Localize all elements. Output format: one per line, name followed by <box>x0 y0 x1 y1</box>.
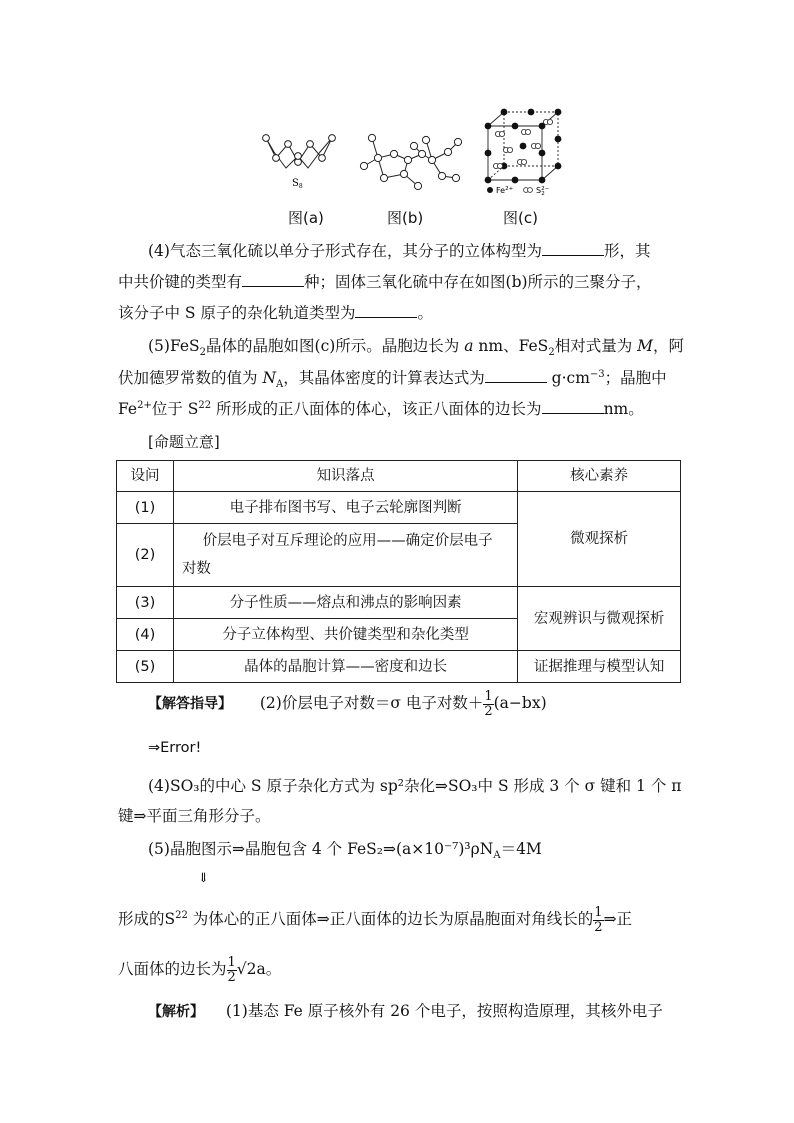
table-header-row <box>117 461 681 492</box>
q5-line-1: (5)FeS$_2$晶体的晶胞如图(c)所示。晶胞边长为 a nm、FeS$_2$相对式量为 M，阿 <box>148 337 685 359</box>
table-cell: (2) <box>117 524 174 587</box>
guide-label: 【解答指导】 <box>148 696 232 712</box>
table-row <box>117 651 681 683</box>
table-cell: 电子排布图书写、电子云轮廓图判断 <box>173 492 517 524</box>
table-header: 核心素养 <box>518 461 681 492</box>
table-cell: 晶体的晶胞计算——密度和边长 <box>173 651 517 683</box>
table-cell: (1) <box>117 492 174 524</box>
table-cell: 分子立体构型、共价键类型和杂化类型 <box>173 619 517 651</box>
legend-fe: $Fe^{2+}$ <box>496 186 514 195</box>
answer-blank <box>485 368 547 383</box>
guide-q5-line-3: 八面体的边长为 $\frac{1}{2}$ √2a。 <box>118 954 282 985</box>
guide-q4-line-1: (4)SO₃的中心 S 原子杂化方式为 sp²杂化⇒SO₃中 S 形成 3 个 σ 键和 1 个 π <box>148 777 682 795</box>
table-cell: (3) <box>117 587 174 619</box>
fraction-half: $\frac{1}{2}$ <box>484 688 493 719</box>
guide-q5-line-2: 形成的$S^{22}$ 为体心的正八面体⇒正八面体的边长为原晶胞面对角线长的 $\frac{1}{2}$ ⇒正 <box>118 904 633 935</box>
q4-line-1: (4)气态三氧化硫以单分子形式存在，其分子的立体构型为 形，其 <box>148 242 651 260</box>
table-cell: 分子性质——熔点和沸点的影响因素 <box>173 587 517 619</box>
guide-q5-line-1: (5)晶胞图示⇒晶胞包含 4 个 $FeS_2\Rightarrow(a\times 10^{-7})^3\rho N_A=4M$ <box>148 840 542 862</box>
figure-b-trimer <box>356 130 466 192</box>
down-arrow: ⇓ <box>198 871 209 886</box>
q5-line-2: 伏加德罗常数的值为 $N_A$，其晶体密度的计算表达式为 $g\cdot cm^{-3}$；晶胞中 <box>118 368 667 391</box>
s8-label: $S_8$ <box>292 178 303 190</box>
table-cell: (5) <box>117 651 174 683</box>
guide-q4-line-2: 键⇒平面三角形分子。 <box>118 807 271 825</box>
table-header: 设问 <box>117 461 174 492</box>
q4-line-2: 中共价键的类型有 种；固体三氧化硫中存在如图(b)所示的三聚分子， <box>118 273 652 291</box>
fraction-half: $\frac{1}{2}$ <box>594 904 603 935</box>
table-row <box>117 492 681 524</box>
guide-error-line: ⇒Error! <box>148 740 202 756</box>
table-cell: 微观探析 <box>518 492 681 587</box>
table-header: 知识落点 <box>173 461 517 492</box>
analysis-label: 【解析】 <box>148 1004 204 1020</box>
table-cell: (4) <box>117 619 174 651</box>
caption-figure-b: 图(b) <box>387 209 424 227</box>
caption-figure-c: 图(c) <box>503 209 538 227</box>
table-cell: 证据推理与模型认知 <box>518 651 681 683</box>
intent-heading: [命题立意] <box>148 433 220 451</box>
caption-figure-a: 图(a) <box>288 209 324 227</box>
intent-table <box>116 460 681 683</box>
answer-blank <box>355 303 417 318</box>
answer-blank <box>542 241 604 256</box>
table-cell: 价层电子对互斥理论的应用——确定价层电子 对数 <box>173 524 517 587</box>
figure-a-s8-ring <box>258 128 338 190</box>
q4-line-3: 该分子中 S 原子的杂化轨道类型为 。 <box>118 304 433 322</box>
q5-line-3: $Fe^{2+}$位于 $S^{22}$ 所形成的正八面体的体心，该正八面体的边长为 nm。 <box>118 399 644 418</box>
guide-line-1: 【解答指导】 (2)价层电子对数＝σ 电子对数＋ $\frac{1}{2}$ (a−bx) <box>148 688 547 719</box>
figure-c-fes2-cell <box>480 104 570 196</box>
analysis-line-1: 【解析】 (1)基态 Fe 原子核外有 26 个电子，按照构造原理，其核外电子 <box>148 1002 663 1020</box>
answer-blank <box>242 272 304 287</box>
table-row <box>117 587 681 619</box>
answer-blank <box>542 399 604 414</box>
legend-s2: $S^{2-}$ 2 <box>536 186 550 196</box>
table-cell: 宏观辨识与微观探析 <box>518 587 681 651</box>
fraction-half: $\frac{1}{2}$ <box>227 954 236 985</box>
